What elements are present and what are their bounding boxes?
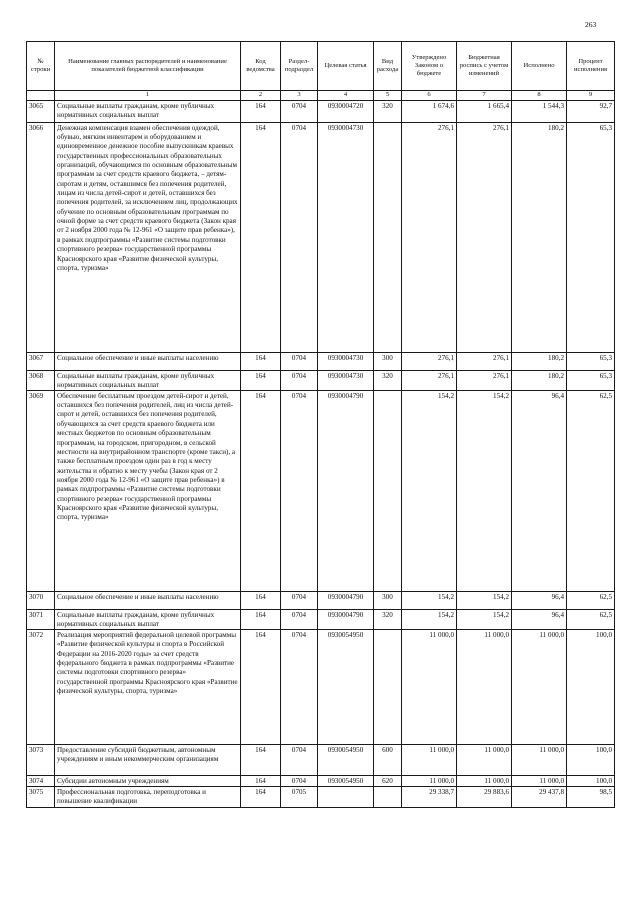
table-header-row bbox=[27, 42, 615, 91]
table-row bbox=[27, 353, 615, 371]
header-name: Наименование главных распорядителей и наименование показателей бюджетной классификации bbox=[55, 42, 241, 91]
dept-code: 164 bbox=[241, 776, 281, 787]
section-code: 0704 bbox=[281, 776, 318, 787]
expense-type: 620 bbox=[374, 776, 402, 787]
approved-amount: 154,2 bbox=[402, 610, 457, 630]
schedule-amount: 276,1 bbox=[457, 353, 512, 371]
expense-type bbox=[374, 787, 402, 808]
dept-code: 164 bbox=[241, 353, 281, 371]
execution-percent: 65,3 bbox=[567, 123, 615, 353]
header-row-number: № строки bbox=[27, 42, 55, 91]
schedule-amount: 276,1 bbox=[457, 371, 512, 391]
budget-execution-table bbox=[26, 41, 615, 808]
section-code: 0704 bbox=[281, 353, 318, 371]
expense-type bbox=[374, 391, 402, 592]
table-row bbox=[27, 592, 615, 610]
executed-amount: 180,2 bbox=[512, 123, 567, 353]
header-percent: Процент исполнения bbox=[567, 42, 615, 91]
expense-type bbox=[374, 123, 402, 353]
schedule-amount: 154,2 bbox=[457, 592, 512, 610]
schedule-amount: 11 000,0 bbox=[457, 745, 512, 776]
row-number: 3074 bbox=[27, 776, 55, 787]
approved-amount: 276,1 bbox=[402, 371, 457, 391]
section-code: 0704 bbox=[281, 610, 318, 630]
executed-amount: 1 544,3 bbox=[512, 101, 567, 123]
column-number: 9 bbox=[567, 91, 615, 101]
table-row bbox=[27, 610, 615, 630]
row-number: 3072 bbox=[27, 630, 55, 745]
column-number: 2 bbox=[241, 91, 281, 101]
section-code: 0704 bbox=[281, 592, 318, 610]
execution-percent: 98,5 bbox=[567, 787, 615, 808]
approved-amount: 154,2 bbox=[402, 592, 457, 610]
row-number: 3068 bbox=[27, 371, 55, 391]
approved-amount: 11 000,0 bbox=[402, 745, 457, 776]
dept-code: 164 bbox=[241, 610, 281, 630]
header-executed: Исполнено bbox=[512, 42, 567, 91]
page-number: 263 bbox=[585, 20, 597, 29]
schedule-amount: 154,2 bbox=[457, 391, 512, 592]
header-target-item: Целевая статья bbox=[318, 42, 374, 91]
table-row bbox=[27, 391, 615, 592]
column-number: 1 bbox=[55, 91, 241, 101]
executed-amount: 180,2 bbox=[512, 353, 567, 371]
column-number bbox=[27, 91, 55, 101]
approved-amount: 29 338,7 bbox=[402, 787, 457, 808]
executed-amount: 11 000,0 bbox=[512, 776, 567, 787]
section-code: 0704 bbox=[281, 745, 318, 776]
execution-percent: 100,0 bbox=[567, 745, 615, 776]
expense-type: 320 bbox=[374, 101, 402, 123]
target-item: 0930054950 bbox=[318, 630, 374, 745]
schedule-amount: 154,2 bbox=[457, 610, 512, 630]
row-number: 3065 bbox=[27, 101, 55, 123]
target-item: 0930054950 bbox=[318, 745, 374, 776]
section-code: 0704 bbox=[281, 101, 318, 123]
expense-type: 600 bbox=[374, 745, 402, 776]
target-item: 0930054950 bbox=[318, 776, 374, 787]
section-code: 0704 bbox=[281, 123, 318, 353]
dept-code: 164 bbox=[241, 101, 281, 123]
schedule-amount: 11 000,0 bbox=[457, 776, 512, 787]
expense-type bbox=[374, 630, 402, 745]
expense-type: 320 bbox=[374, 371, 402, 391]
row-name: Реализация мероприятий федеральной целевой программы «Развитие физической культуры и спорта в Российской Федерации на 2016-2020 годы» за счет средств федерального бюджета в рамках подпрограммы «Развитие системы подготовки спортивного резерва» государственной программы Красноярского края «Развитие физической культуры, спорта, туризма» bbox=[55, 630, 241, 745]
dept-code: 164 bbox=[241, 630, 281, 745]
dept-code: 164 bbox=[241, 371, 281, 391]
row-number: 3066 bbox=[27, 123, 55, 353]
table-row bbox=[27, 371, 615, 391]
row-name: Предоставление субсидий бюджетным, автономным учреждениям и иным некоммерческим организациям bbox=[55, 745, 241, 776]
expense-type: 300 bbox=[374, 592, 402, 610]
dept-code: 164 bbox=[241, 592, 281, 610]
header-section: Раздел-подраздел bbox=[281, 42, 318, 91]
table-row bbox=[27, 787, 615, 808]
table-row bbox=[27, 745, 615, 776]
row-name: Социальное обеспечение и иные выплаты населению bbox=[55, 592, 241, 610]
target-item: 0930004790 bbox=[318, 391, 374, 592]
expense-type: 300 bbox=[374, 353, 402, 371]
row-number: 3073 bbox=[27, 745, 55, 776]
dept-code: 164 bbox=[241, 787, 281, 808]
execution-percent: 62,5 bbox=[567, 610, 615, 630]
execution-percent: 62,5 bbox=[567, 391, 615, 592]
header-dept-code: Код ведомства bbox=[241, 42, 281, 91]
schedule-amount: 276,1 bbox=[457, 123, 512, 353]
approved-amount: 154,2 bbox=[402, 391, 457, 592]
column-number: 8 bbox=[512, 91, 567, 101]
row-number: 3070 bbox=[27, 592, 55, 610]
execution-percent: 65,3 bbox=[567, 353, 615, 371]
table-row bbox=[27, 630, 615, 745]
executed-amount: 29 437,8 bbox=[512, 787, 567, 808]
table-row bbox=[27, 776, 615, 787]
row-name: Субсидии автономным учреждениям bbox=[55, 776, 241, 787]
executed-amount: 11 000,0 bbox=[512, 630, 567, 745]
target-item: 0930004790 bbox=[318, 592, 374, 610]
schedule-amount: 1 665,4 bbox=[457, 101, 512, 123]
execution-percent: 65,3 bbox=[567, 371, 615, 391]
executed-amount: 180,2 bbox=[512, 371, 567, 391]
row-name: Социальное обеспечение и иные выплаты населению bbox=[55, 353, 241, 371]
header-schedule: Бюджетная роспись с учетом изменений bbox=[457, 42, 512, 91]
section-code: 0704 bbox=[281, 371, 318, 391]
expense-type: 320 bbox=[374, 610, 402, 630]
section-code: 0704 bbox=[281, 391, 318, 592]
approved-amount: 276,1 bbox=[402, 353, 457, 371]
table-row bbox=[27, 101, 615, 123]
target-item: 0930004730 bbox=[318, 353, 374, 371]
target-item bbox=[318, 787, 374, 808]
target-item: 0930004730 bbox=[318, 371, 374, 391]
column-number: 4 bbox=[318, 91, 374, 101]
executed-amount: 96,4 bbox=[512, 592, 567, 610]
column-number: 7 bbox=[457, 91, 512, 101]
approved-amount: 1 674,6 bbox=[402, 101, 457, 123]
row-name: Социальные выплаты гражданам, кроме публичных нормативных социальных выплат bbox=[55, 610, 241, 630]
row-name: Социальные выплаты гражданам, кроме публичных нормативных социальных выплат bbox=[55, 371, 241, 391]
dept-code: 164 bbox=[241, 123, 281, 353]
row-name: Денежная компенсация взамен обеспечения одеждой, обувью, мягким инвентарем и оборудованием и единовременное денежное пособие выпускникам краевых государственных профессиональных образовательных организаций, обучающимся по основным образовательным программам за счет средств краевого бюджета, – детям-сиротам и детям, оставшимся без попечения родителей, лицам из числа детей-сирот и детей, оставшихся без попечения родителей, за исключением лиц, продолжающих обучение по основным образовательным программам по очной форме за счет средств краевого бюджета (Закон края от 2 ноября 2000 года № 12-961 «О защите прав ребенка»), в рамках подпрограммы «Развитие системы подготовки спортивного резерва» государственной программы Красноярского края «Развитие физической культуры, спорта, туризма» bbox=[55, 123, 241, 353]
row-name: Социальные выплаты гражданам, кроме публичных нормативных социальных выплат bbox=[55, 101, 241, 123]
row-number: 3067 bbox=[27, 353, 55, 371]
header-expense-type: Вид расхода bbox=[374, 42, 402, 91]
column-number: 6 bbox=[402, 91, 457, 101]
table-row bbox=[27, 123, 615, 353]
execution-percent: 62,5 bbox=[567, 592, 615, 610]
executed-amount: 96,4 bbox=[512, 391, 567, 592]
execution-percent: 100,0 bbox=[567, 630, 615, 745]
column-number: 3 bbox=[281, 91, 318, 101]
approved-amount: 276,1 bbox=[402, 123, 457, 353]
table-body bbox=[27, 101, 615, 808]
executed-amount: 11 000,0 bbox=[512, 745, 567, 776]
target-item: 0930004790 bbox=[318, 610, 374, 630]
schedule-amount: 29 883,6 bbox=[457, 787, 512, 808]
dept-code: 164 bbox=[241, 391, 281, 592]
execution-percent: 92,7 bbox=[567, 101, 615, 123]
dept-code: 164 bbox=[241, 745, 281, 776]
column-number-row bbox=[27, 91, 615, 101]
approved-amount: 11 000,0 bbox=[402, 630, 457, 745]
schedule-amount: 11 000,0 bbox=[457, 630, 512, 745]
header-approved: Утверждено Законом о бюджете bbox=[402, 42, 457, 91]
execution-percent: 100,0 bbox=[567, 776, 615, 787]
row-name: Обеспечение бесплатным проездом детей-сирот и детей, оставшихся без попечения родителей, лиц из числа детей-сирот и детей, оставшихся без попечения родителей, обучающихся за счет средств краевого бюджета или местных бюджетов по основным образовательным программам, на городском, пригородном, в сельской местности на внутрирайонном транспорте (кроме такси), а также бесплатным проездом один раз в год к месту жительства и обратно к месту учебы (Закон края от 2 ноября 2000 года № 12-961 «О защите прав ребенка») в рамках подпрограммы «Развитие системы подготовки спортивного резерва» государственной программы Красноярского края «Развитие физической культуры, спорта, туризма» bbox=[55, 391, 241, 592]
row-name: Профессиональная подготовка, переподготовка и повышение квалификации bbox=[55, 787, 241, 808]
row-number: 3075 bbox=[27, 787, 55, 808]
column-number: 5 bbox=[374, 91, 402, 101]
executed-amount: 96,4 bbox=[512, 610, 567, 630]
target-item: 0930004730 bbox=[318, 123, 374, 353]
section-code: 0705 bbox=[281, 787, 318, 808]
row-number: 3069 bbox=[27, 391, 55, 592]
target-item: 0930004720 bbox=[318, 101, 374, 123]
section-code: 0704 bbox=[281, 630, 318, 745]
row-number: 3071 bbox=[27, 610, 55, 630]
approved-amount: 11 000,0 bbox=[402, 776, 457, 787]
